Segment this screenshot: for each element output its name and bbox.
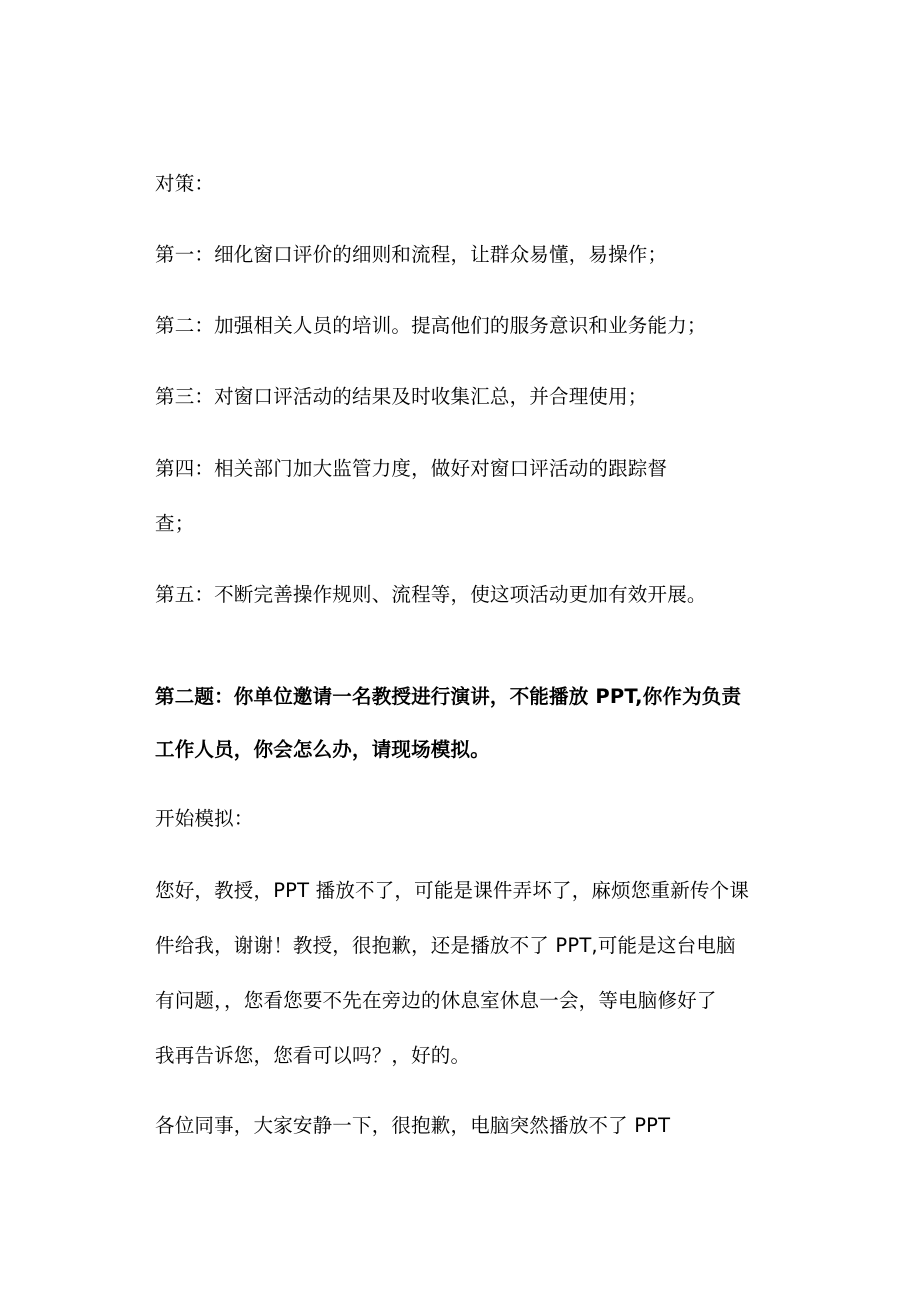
question-2-line-2: 工作人员，你会怎么办，请现场模拟。 [155, 738, 490, 761]
simulation-paragraph-1-line-2: 件给我，谢谢！教授，很抱歉，还是播放不了 PPT,可能是这台电脑 [155, 934, 736, 957]
countermeasures-heading: 对策： [155, 172, 215, 195]
question-2-line-1: 第二题：你单位邀请一名教授进行演讲，不能播放 PPT,你作为负责 [155, 685, 742, 708]
simulation-paragraph-1-line-1: 您好，教授，PPT 播放不了，可能是课件弄坏了，麻烦您重新传个课 [155, 879, 750, 902]
countermeasure-item-2: 第二：加强相关人员的培训。提高他们的服务意识和业务能力； [155, 314, 707, 337]
countermeasure-item-4-continued: 查； [155, 512, 195, 535]
countermeasure-item-1: 第一：细化窗口评价的细则和流程，让群众易懂，易操作； [155, 243, 668, 266]
simulation-heading: 开始模拟： [155, 807, 254, 830]
countermeasure-item-4: 第四：相关部门加大监管力度，做好对窗口评活动的跟踪督 [155, 457, 668, 480]
countermeasure-item-5: 第五：不断完善操作规则、流程等，使这项活动更加有效开展。 [155, 583, 707, 606]
simulation-paragraph-1-line-3: 有问题，，您看您要不先在旁边的休息室休息一会，等电脑修好了 [155, 989, 717, 1012]
countermeasure-item-3: 第三：对窗口评活动的结果及时收集汇总，并合理使用； [155, 385, 648, 408]
simulation-paragraph-2-line-1: 各位同事，大家安静一下，很抱歉，电脑突然播放不了 PPT [155, 1114, 671, 1137]
simulation-paragraph-1-line-4: 我再告诉您，您看可以吗？，好的。 [155, 1044, 471, 1067]
